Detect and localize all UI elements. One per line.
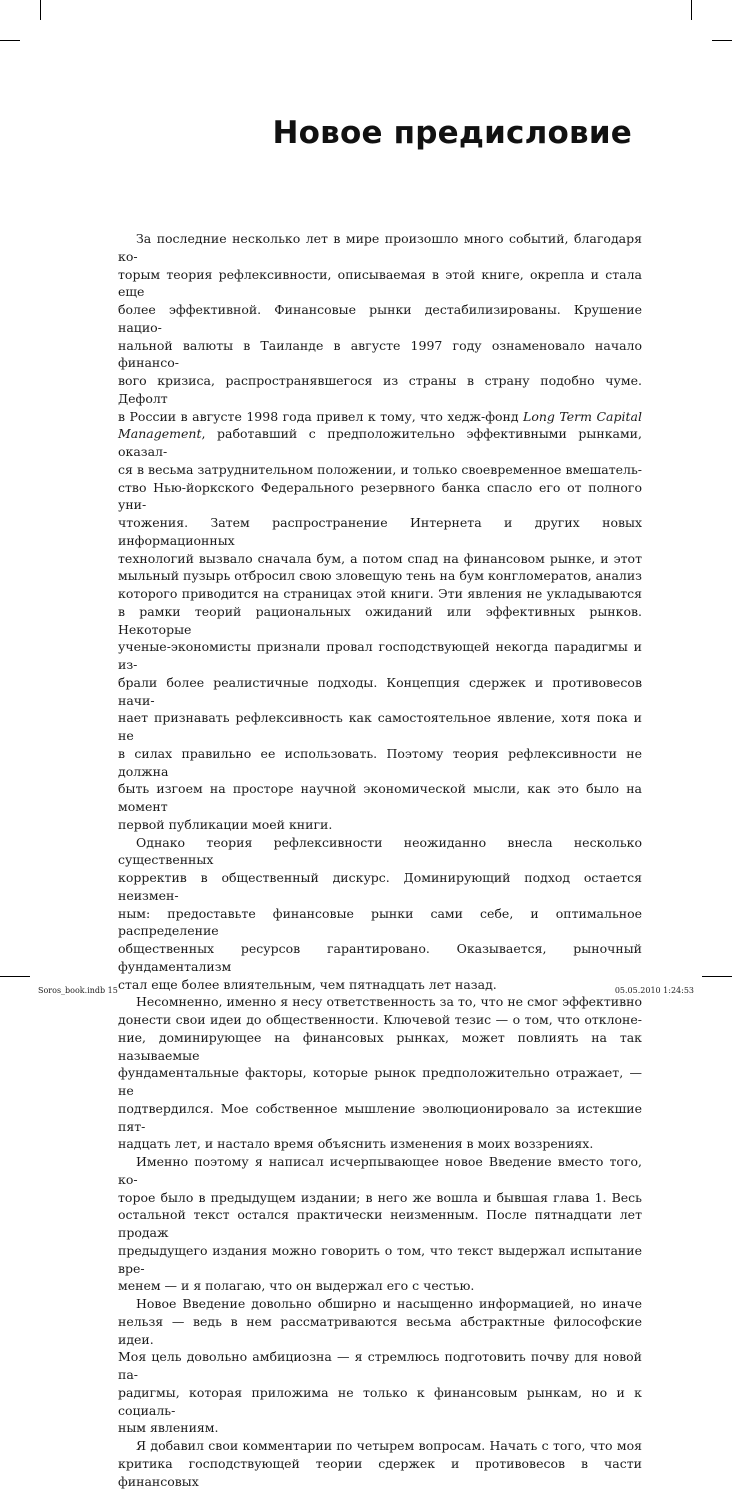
text-line: подтвердился. Мое собственное мышление эволюционировало за истекшие пят- xyxy=(118,1100,642,1134)
text-line: в России в августе 1998 года привел к тому, что хедж-фонд Long Term Capital xyxy=(118,408,642,424)
footer-timestamp: 05.05.2010 1:24:53 xyxy=(614,986,694,995)
text-line: в рамки теорий рациональных ожиданий или эффективных рынков. Некоторые xyxy=(118,603,642,637)
text-line: ся в весьма затруднительном положении, и только своевременное вмешатель- xyxy=(118,461,642,477)
text-line: ученые-экономисты признали провал господствующей некогда парадигмы и из- xyxy=(118,639,642,672)
text-line: предыдущего издания можно говорить о том, что текст выдержал испытание вре- xyxy=(118,1242,642,1276)
crop-mark xyxy=(712,40,732,41)
crop-mark xyxy=(691,0,692,20)
text-line: фундаментальные факторы, которые рынок предположительно отражает, — не xyxy=(118,1065,642,1098)
text-line: мыльный пузырь отбросил свою зловещую тень на бум конгломератов, анализ xyxy=(118,568,642,584)
text-line: вого кризиса, распространявшегося из страны в страну подобно чуме. Дефолт xyxy=(118,373,642,406)
text-line: радигмы, которая приложима не только к финансовым рынкам, но и к социаль- xyxy=(118,1384,642,1418)
text-line: в силах правильно ее использовать. Поэтому теория рефлексивности не должна xyxy=(118,745,642,779)
text-line: первой публикации моей книги. xyxy=(118,816,333,832)
text-line: нальной валюты в Таиланде в августе 1997 году ознаменовало начало финансо- xyxy=(118,337,642,371)
text-line: ство Нью-йоркского Федерального резервного банка спасло его от полного уни- xyxy=(118,479,642,513)
crop-mark xyxy=(0,40,20,41)
page-title: Новое предисловие xyxy=(272,115,632,151)
text-line: критика господствующей теории сдержек и противовесов в части финансовых xyxy=(118,1455,642,1489)
text-line: Моя цель довольно амбициозна — я стремлюсь подготовить почву для новой па- xyxy=(118,1349,642,1382)
text-line: корректив в общественный дискурс. Доминирующий подход остается неизмен- xyxy=(118,870,642,903)
text-line: брали более реалистичные подходы. Концепция сдержек и противовесов начи- xyxy=(118,674,642,708)
text-line: Я добавил свои комментарии по четырем вопросам. Начать с того, что моя xyxy=(136,1438,642,1453)
text-line: ным явлениям. xyxy=(118,1420,219,1436)
crop-mark xyxy=(40,0,41,20)
text-line: чтожения. Затем распространение Интернета и других новых информационных xyxy=(118,515,642,548)
text-line: технологий вызвало сначала бум, а потом спад на финансовом рынке, и этот xyxy=(118,550,642,566)
text-line: ным: предоставьте финансовые рынки сами себе, и оптимальное распределение xyxy=(118,905,642,939)
text-line: Именно поэтому я написал исчерпывающее новое Введение вместо того, ко- xyxy=(118,1154,642,1187)
text-line: остальной текст остался практически неизменным. После пятнадцати лет продаж xyxy=(118,1207,642,1240)
text-line: стал еще более влиятельным, чем пятнадцать лет назад. xyxy=(118,976,497,992)
text-line: Несомненно, именно я несу ответственность за то, что не смог эффективно xyxy=(136,994,642,1010)
text-line: общественных ресурсов гарантировано. Оказывается, рыночный фундаментализм xyxy=(118,941,642,974)
text-line: торое было в предыдущем издании; в него же вошла и бывшая глава 1. Весь xyxy=(118,1189,642,1205)
text-line: Новое Введение довольно обширно и насыщенно информацией, но иначе xyxy=(136,1296,642,1311)
text-line: нельзя — ведь в нем рассматриваются весьма абстрактные философские идеи. xyxy=(118,1313,642,1347)
text-line: нает признавать рефлексивность как самостоятельное явление, хотя пока и не xyxy=(118,710,642,743)
footer-file-info: Soros_book.indb 15 xyxy=(38,986,118,995)
text-line: За последние несколько лет в мире произошло много событий, благодаря ко- xyxy=(118,231,642,264)
text-line: быть изгоем на просторе научной экономической мысли, как это было на момент xyxy=(118,781,642,814)
text-line: менем — и я полагаю, что он выдержал его с честью. xyxy=(118,1278,475,1294)
text-line: которого приводится на страницах этой книги. Эти явления не укладываются xyxy=(118,586,642,601)
text-line: торым теория рефлексивности, описываемая в этой книге, окрепла и стала еще xyxy=(118,266,642,300)
text-line: ние, доминирующее на финансовых рынках, может повлиять на так называемые xyxy=(118,1029,642,1063)
text-line: надцать лет, и настало время объяснить изменения в моих воззрениях. xyxy=(118,1136,594,1152)
body-text xyxy=(118,230,642,1490)
crop-mark xyxy=(0,976,30,977)
text-line: донести свои идеи до общественности. Ключевой тезис — о том, что отклоне- xyxy=(118,1012,642,1027)
crop-mark xyxy=(702,976,732,977)
text-line: Management, работавший с предположительно эффективными рынками, оказал- xyxy=(118,426,642,459)
text-line: Однако теория рефлексивности неожиданно внесла несколько существенных xyxy=(118,834,642,868)
text-line: более эффективной. Финансовые рынки дестабилизированы. Крушение нацио- xyxy=(118,302,642,335)
